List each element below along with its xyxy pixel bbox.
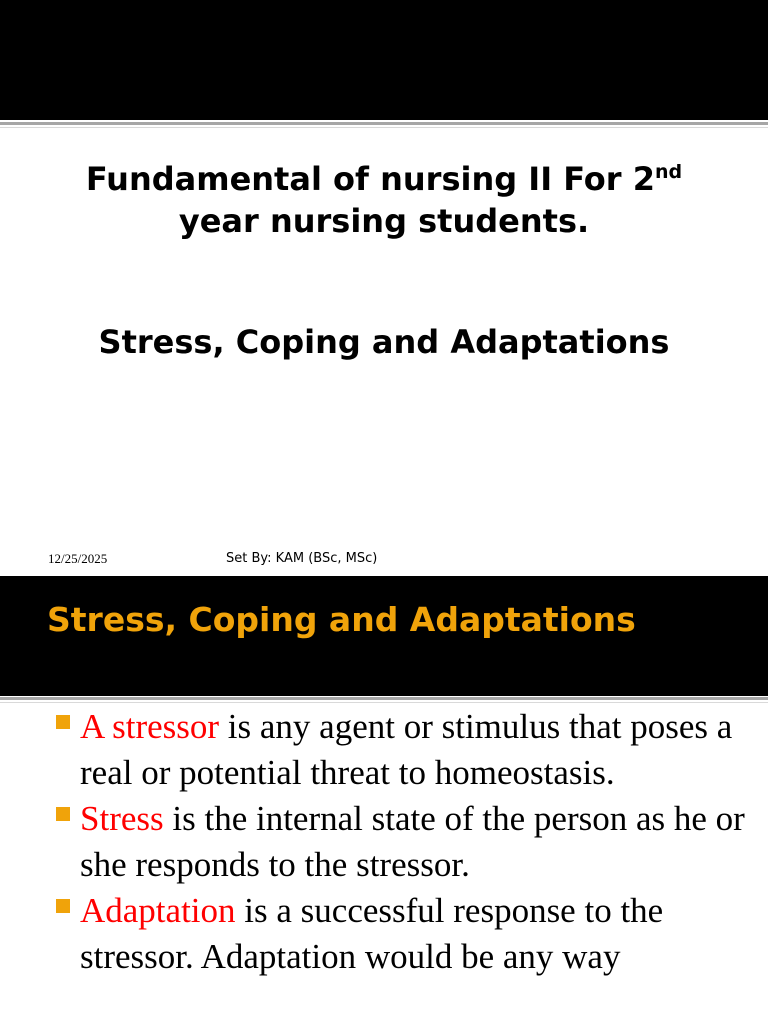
footer-author: Set By: KAM (BSc, MSc) bbox=[226, 551, 378, 566]
bullet-term: A stressor bbox=[80, 707, 220, 746]
slide-2-header-rule-light bbox=[0, 702, 768, 703]
bullet-item bbox=[56, 704, 746, 796]
bullet-list bbox=[56, 704, 746, 980]
square-bullet-icon bbox=[56, 807, 70, 821]
slide-1-header-rule bbox=[0, 122, 768, 125]
slide-2-header-rule bbox=[0, 697, 768, 700]
bullet-term: Adaptation bbox=[80, 891, 236, 930]
square-bullet-icon bbox=[56, 899, 70, 913]
bullet-text: is a successful response to the stressor. Adaptation would be any way bbox=[80, 891, 664, 976]
slide-2-header-band bbox=[0, 576, 768, 696]
slide-1-title bbox=[40, 158, 728, 242]
title-superscript: nd bbox=[654, 161, 683, 183]
slide-2-title: Stress, Coping and Adaptations bbox=[47, 600, 636, 639]
slide-1-header-band bbox=[0, 0, 768, 120]
bullet-item bbox=[56, 888, 746, 980]
bullet-text: is any agent or stimulus that poses a real or potential threat to homeostasis. bbox=[80, 707, 733, 792]
bullet-text: is the internal state of the person as he or she responds to the stressor. bbox=[80, 799, 745, 884]
bullet-term: Stress bbox=[80, 799, 164, 838]
slide-1-header-rule-light bbox=[0, 127, 768, 128]
square-bullet-icon bbox=[56, 715, 70, 729]
title-line-1: Fundamental of nursing II For 2 bbox=[85, 160, 655, 198]
slide-2 bbox=[0, 576, 768, 1024]
title-line-2: year nursing students. bbox=[178, 202, 590, 240]
slide-1-subtitle: Stress, Coping and Adaptations bbox=[98, 323, 670, 361]
bullet-item bbox=[56, 796, 746, 888]
footer-date: 12/25/2025 bbox=[48, 551, 108, 566]
